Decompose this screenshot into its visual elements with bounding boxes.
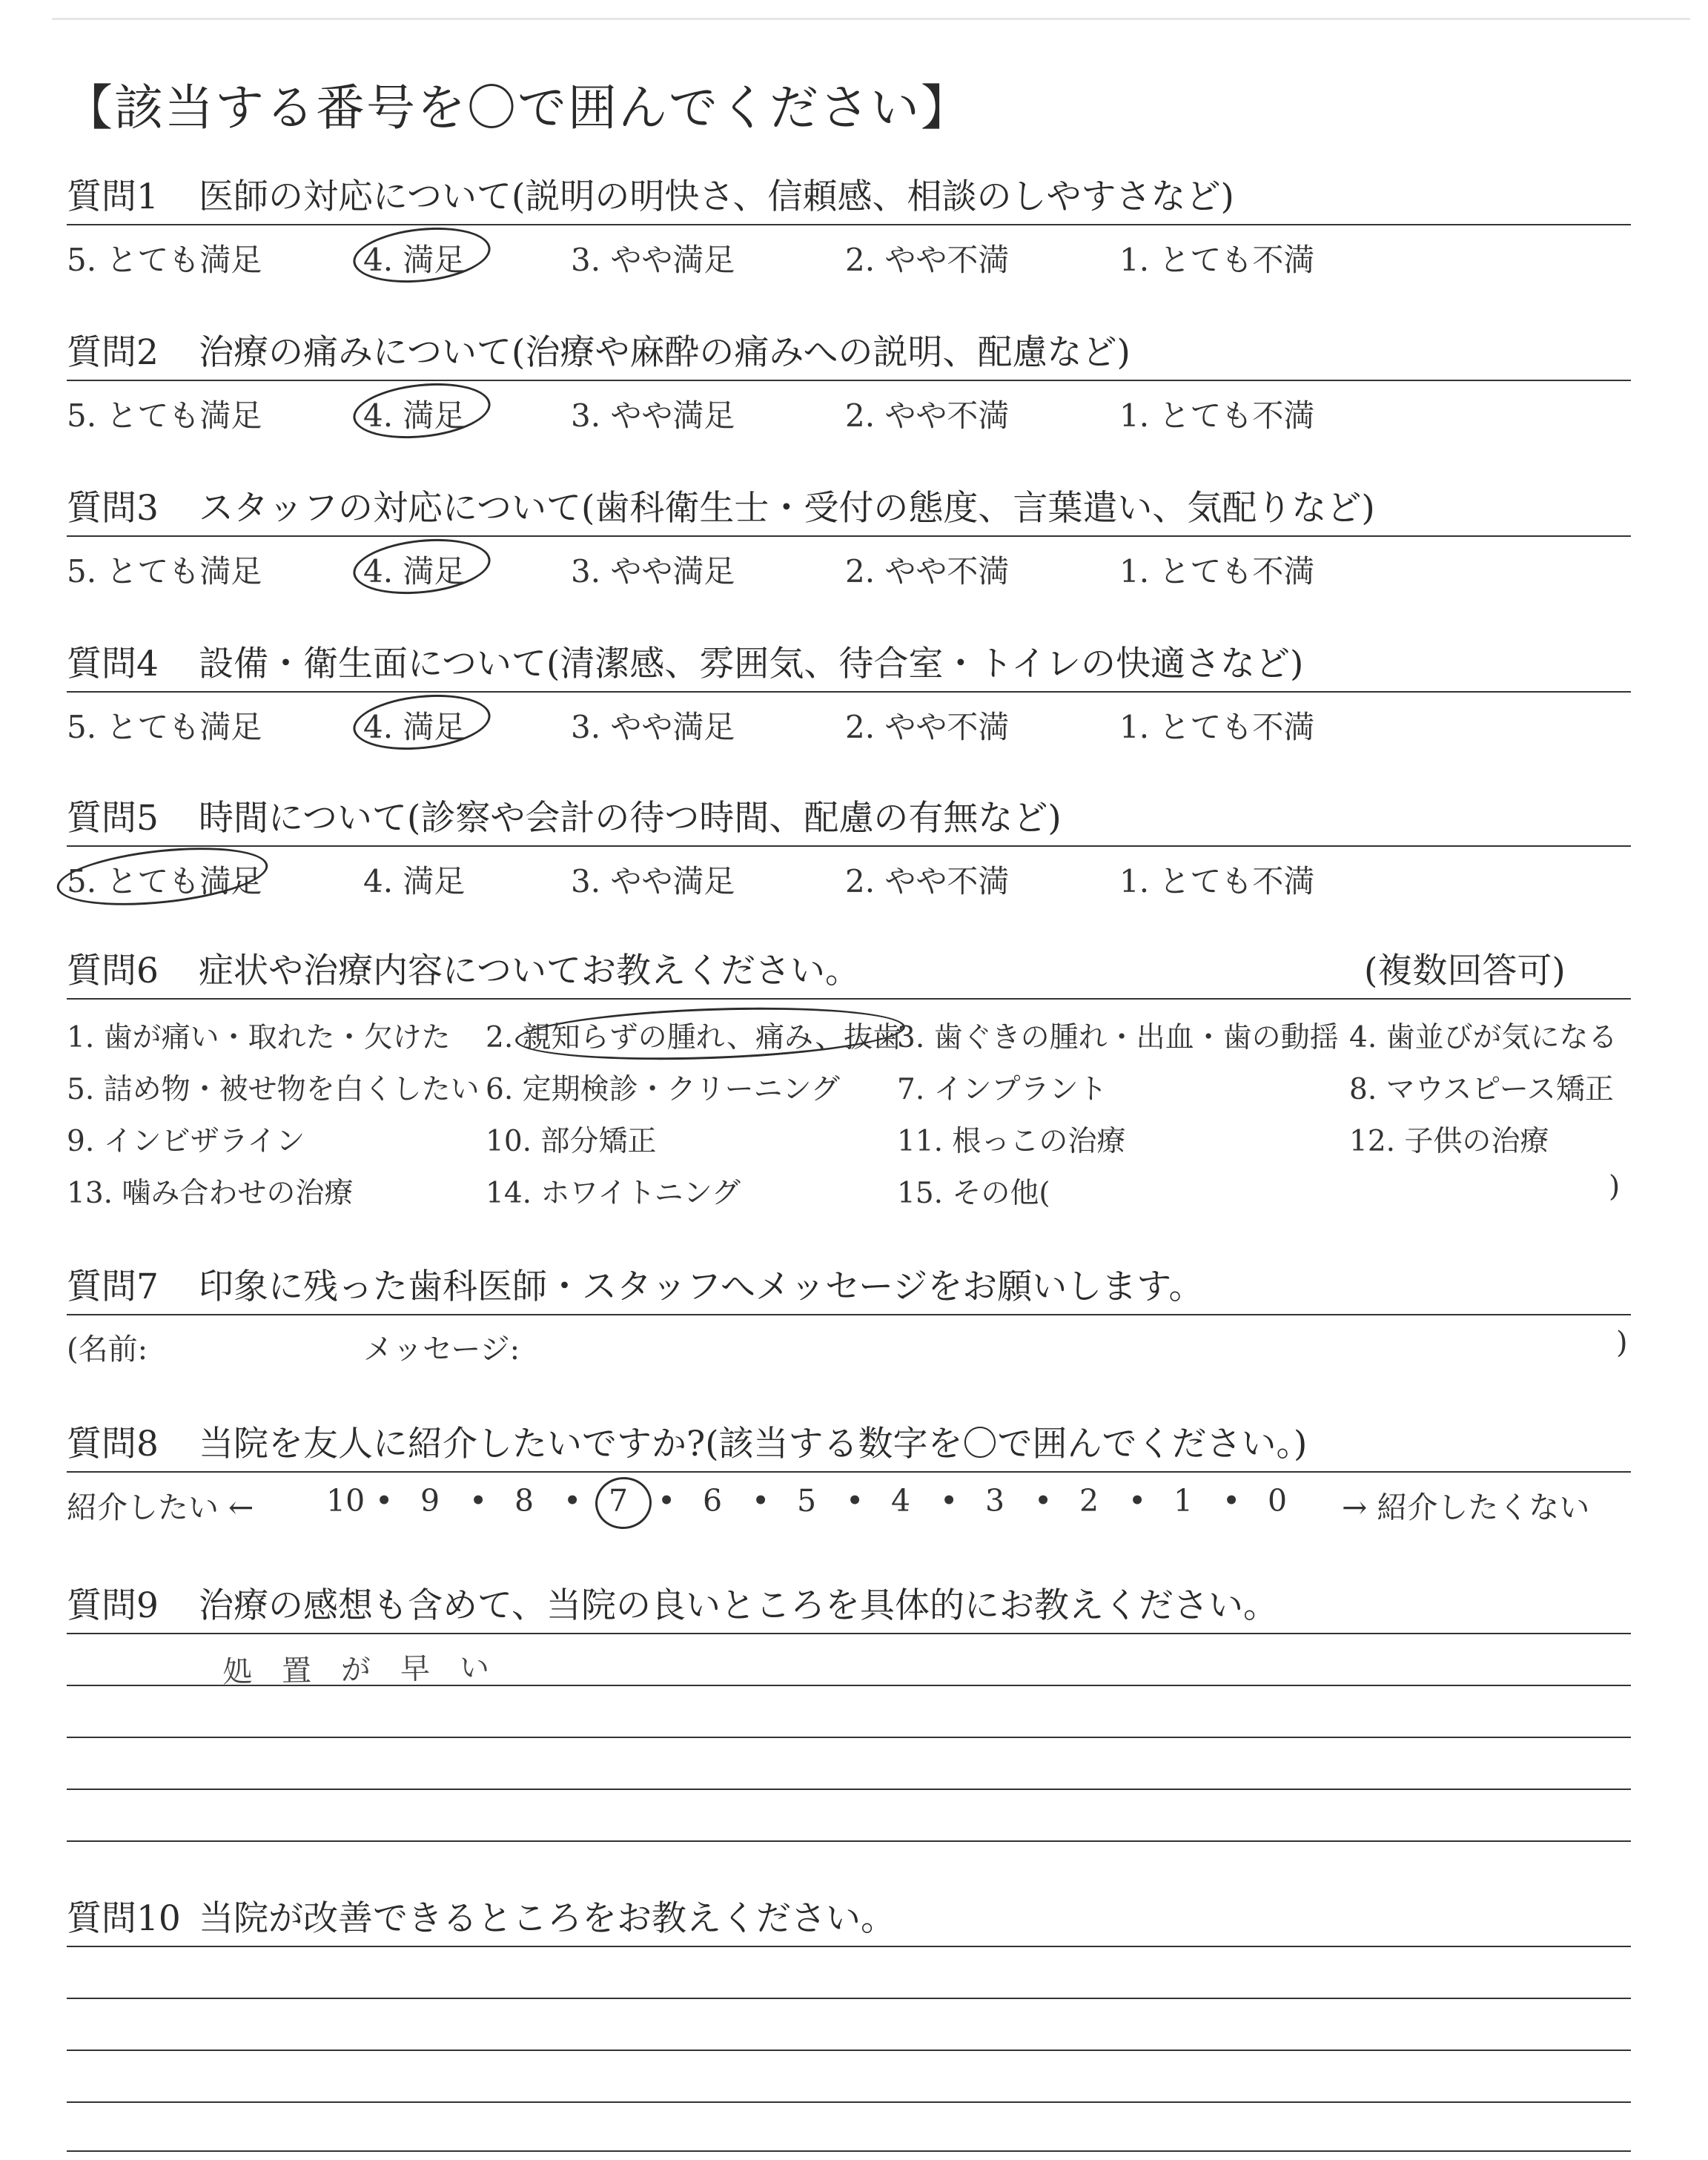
- rating-option[interactable]: 4. 満足: [363, 863, 466, 899]
- scale-separator: •: [658, 1483, 676, 1519]
- name-label: (名前:: [67, 1332, 148, 1367]
- symptom-option[interactable]: 14. ホワイトニング: [486, 1177, 741, 1210]
- answer-line: [67, 1840, 1631, 1842]
- recommend-label: 紹介したい ←: [67, 1490, 254, 1525]
- answer-line: [67, 2150, 1631, 2152]
- question-number: 質問9: [67, 1585, 159, 1626]
- rating-option[interactable]: 2. やや不満: [845, 397, 1010, 434]
- symptom-option[interactable]: 12. 子供の治療: [1349, 1125, 1549, 1158]
- question-rule: [67, 845, 1631, 847]
- rating-option[interactable]: 1. とても不満: [1119, 397, 1315, 434]
- symptom-option[interactable]: 2. 親知らずの腫れ、痛み、抜歯: [486, 1021, 902, 1054]
- form-header: 【該当する番号を〇で囲んでください】: [64, 79, 971, 136]
- rating-option[interactable]: 5. とても満足: [67, 709, 262, 745]
- answer-line: [67, 1633, 1631, 1634]
- rating-option[interactable]: 5. とても満足: [67, 863, 262, 899]
- rating-option[interactable]: 1. とても不満: [1119, 709, 1315, 745]
- answer-line: [67, 2101, 1631, 2103]
- question-4: [67, 636, 1631, 790]
- multiple-answer-note: (複数回答可): [1364, 951, 1566, 991]
- scale-number[interactable]: 3: [985, 1483, 1005, 1519]
- message-label: メッセージ:: [363, 1332, 520, 1367]
- rating-option[interactable]: 4. 満足: [363, 397, 466, 434]
- not-recommend-label: → 紹介したくない: [1342, 1490, 1590, 1525]
- rating-option[interactable]: 3. やや満足: [571, 863, 735, 899]
- scale-number[interactable]: 1: [1174, 1483, 1194, 1519]
- rating-option[interactable]: 1. とても不満: [1119, 863, 1315, 899]
- rating-option[interactable]: 1. とても不満: [1119, 553, 1315, 589]
- symptom-option[interactable]: 6. 定期検診・クリーニング: [486, 1073, 840, 1106]
- scale-separator: •: [469, 1483, 488, 1519]
- question-text: スタッフの対応について(歯科衛生士・受付の態度、言葉遣い、気配りなど): [199, 488, 1375, 529]
- rating-option[interactable]: 2. やや不満: [845, 709, 1010, 745]
- question-number: 質問5: [67, 798, 159, 839]
- answer-line: [67, 1998, 1631, 1999]
- symptom-option[interactable]: 4. 歯並びが気になる: [1349, 1021, 1618, 1054]
- question-number: 質問7: [67, 1266, 159, 1307]
- rating-option[interactable]: 4. 満足: [363, 242, 466, 278]
- symptom-option[interactable]: 15. その他(: [897, 1177, 1050, 1210]
- rating-option[interactable]: 4. 満足: [363, 709, 466, 745]
- question-10: [67, 1891, 1631, 2160]
- scale-separator: •: [752, 1483, 770, 1519]
- symptom-option[interactable]: 5. 詰め物・被せ物を白くしたい: [67, 1073, 480, 1106]
- question-rule: [67, 998, 1631, 1000]
- question-number: 質問10: [67, 1898, 181, 1939]
- other-close-paren: ): [1609, 1170, 1621, 1203]
- rating-option[interactable]: 3. やや満足: [571, 242, 735, 278]
- scale-number[interactable]: 4: [891, 1483, 911, 1519]
- symptom-option[interactable]: 13. 噛み合わせの治療: [67, 1177, 354, 1210]
- question-text: 時間について(診察や会計の待つ時間、配慮の有無など): [199, 798, 1062, 839]
- question-5: [67, 790, 1631, 945]
- symptom-option[interactable]: 10. 部分矯正: [486, 1125, 657, 1158]
- question-text: 医師の対応について(説明の明快さ、信頼感、相談のしやすさなど): [199, 176, 1234, 217]
- question-number: 質問6: [67, 951, 159, 991]
- question-number: 質問4: [67, 644, 159, 684]
- symptom-option[interactable]: 7. インプラント: [897, 1073, 1108, 1106]
- question-text: 治療の感想も含めて、当院の良いところを具体的にお教えください。: [199, 1585, 1279, 1626]
- scale-separator: •: [846, 1483, 864, 1519]
- question-number: 質問2: [67, 332, 159, 373]
- question-number: 質問3: [67, 488, 159, 529]
- rating-option[interactable]: 1. とても不満: [1119, 242, 1315, 278]
- scale-separator: •: [940, 1483, 959, 1519]
- question-8: [67, 1416, 1631, 1571]
- scale-number[interactable]: 7: [609, 1483, 629, 1519]
- question-7: [67, 1259, 1631, 1413]
- answer-line: [67, 1789, 1631, 1790]
- top-rule: [52, 18, 1690, 20]
- question-2: [67, 325, 1631, 479]
- scale-separator: •: [1222, 1483, 1241, 1519]
- question-9: [67, 1578, 1631, 1875]
- question-text: 設備・衛生面について(清潔感、雰囲気、待合室・トイレの快適さなど): [199, 644, 1304, 684]
- selection-circle: [514, 1002, 906, 1066]
- scale-separator: •: [563, 1483, 582, 1519]
- symptom-option[interactable]: 3. 歯ぐきの腫れ・出血・歯の動揺: [897, 1021, 1339, 1054]
- question-rule: [67, 224, 1631, 225]
- scale-separator: •: [1128, 1483, 1147, 1519]
- question-text: 症状や治療内容についてお教えください。: [199, 951, 861, 991]
- rating-option[interactable]: 3. やや満足: [571, 397, 735, 434]
- scale-number[interactable]: 9: [420, 1483, 440, 1519]
- scale-number[interactable]: 6: [703, 1483, 723, 1519]
- rating-option[interactable]: 2. やや不満: [845, 242, 1010, 278]
- rating-option[interactable]: 3. やや満足: [571, 553, 735, 589]
- scale-separator: •: [1034, 1483, 1053, 1519]
- question-6: [67, 943, 1631, 1240]
- close-paren: ): [1616, 1326, 1628, 1360]
- answer-line: [67, 1946, 1631, 1947]
- question-1: [67, 169, 1631, 323]
- scale-separator: •: [375, 1483, 394, 1519]
- selection-circle: [54, 839, 271, 914]
- symptom-option[interactable]: 1. 歯が痛い・取れた・欠けた: [67, 1021, 451, 1054]
- scale-number[interactable]: 2: [1079, 1483, 1099, 1519]
- question-number: 質問8: [67, 1424, 159, 1464]
- symptom-option[interactable]: 9. インビザライン: [67, 1125, 305, 1158]
- question-rule: [67, 1314, 1631, 1315]
- scale-number[interactable]: 8: [514, 1483, 534, 1519]
- question-text: 当院を友人に紹介したいですか?(該当する数字を〇で囲んでください。): [199, 1424, 1308, 1464]
- question-rule: [67, 1471, 1631, 1473]
- answer-line: [67, 1737, 1631, 1738]
- handwritten-answer: 処置が早い: [222, 1650, 520, 1690]
- scale-number[interactable]: 5: [797, 1483, 817, 1519]
- question-text: 印象に残った歯科医師・スタッフへメッセージをお願いします。: [199, 1266, 1204, 1307]
- selection-circle: [593, 1474, 655, 1532]
- answer-line: [67, 2050, 1631, 2051]
- question-text: 当院が改善できるところをお教えください。: [199, 1898, 896, 1939]
- question-text: 治療の痛みについて(治療や麻酔の痛みへの説明、配慮など): [199, 332, 1131, 373]
- rating-option[interactable]: 5. とても満足: [67, 553, 262, 589]
- question-number: 質問1: [67, 176, 159, 217]
- symptom-option[interactable]: 8. マウスピース矯正: [1349, 1073, 1614, 1106]
- question-3: [67, 480, 1631, 635]
- question-rule: [67, 691, 1631, 693]
- scale-number[interactable]: 0: [1268, 1483, 1288, 1519]
- rating-option[interactable]: 3. やや満足: [571, 709, 735, 745]
- scale-number[interactable]: 10: [326, 1483, 365, 1519]
- rating-option[interactable]: 2. やや不満: [845, 553, 1010, 589]
- symptom-option[interactable]: 11. 根っこの治療: [897, 1125, 1126, 1158]
- rating-option[interactable]: 5. とても満足: [67, 397, 262, 434]
- rating-option[interactable]: 2. やや不満: [845, 863, 1010, 899]
- rating-option[interactable]: 5. とても満足: [67, 242, 262, 278]
- question-rule: [67, 380, 1631, 381]
- rating-option[interactable]: 4. 満足: [363, 553, 466, 589]
- question-rule: [67, 535, 1631, 537]
